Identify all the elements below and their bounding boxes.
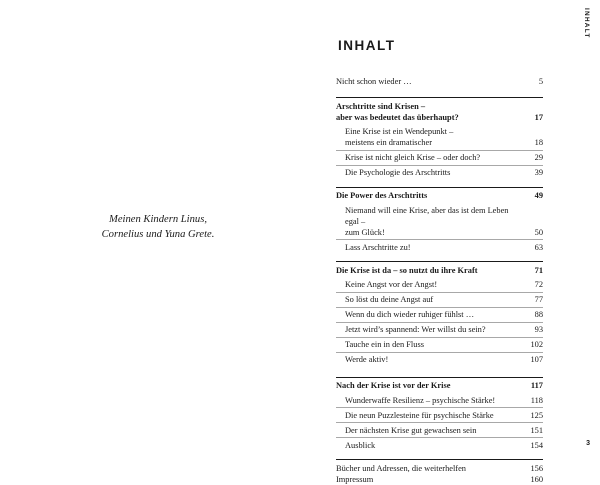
toc-subentry: [336, 150, 543, 165]
toc-subentry-line: Krise ist nicht gleich Krise – oder doch?: [345, 153, 481, 162]
toc-subentry: [336, 165, 543, 180]
toc-subentry: [336, 203, 543, 239]
toc-entry: [336, 474, 543, 485]
toc-section: [336, 187, 543, 255]
toc-subentry-page: 154: [530, 440, 543, 450]
toc-subentry-line: So löst du deine Angst auf: [345, 295, 434, 304]
toc-subentry-line: Werde aktiv!: [345, 355, 389, 364]
toc-section-heading: [336, 190, 543, 203]
toc-subentry-line: Tauche ein in den Fluss: [345, 340, 424, 349]
toc-subentry-line: Niemand will eine Krise, aber das ist dem Leben egal –: [345, 205, 509, 226]
toc-subentry-page: 72: [534, 280, 543, 289]
toc-subentry-page: 151: [530, 425, 543, 435]
dedication: [78, 212, 238, 242]
toc-section-page: 17: [534, 112, 543, 122]
toc-subentry: [336, 407, 543, 422]
toc-subentry: [336, 437, 543, 452]
toc-appendix: [336, 459, 543, 485]
toc-entry-page: 5: [538, 77, 543, 86]
toc-subentry: [336, 278, 543, 292]
toc-entry-intro: [336, 76, 543, 87]
page-number: 3: [586, 440, 590, 447]
toc-subentry-page: 102: [530, 340, 543, 349]
toc-section-title-line: aber was bedeutet das überhaupt?: [336, 112, 459, 122]
toc-subentry-page: 29: [534, 153, 543, 162]
toc-subentry-page: 50: [534, 227, 543, 237]
toc-subentry-line: Die Psychologie des Arschtritts: [345, 168, 451, 177]
toc-entry-page: 156: [530, 463, 543, 473]
toc-subentry-line: Lass Arschtritte zu!: [345, 242, 411, 252]
toc-subentry: [336, 239, 543, 254]
toc-section: [336, 97, 543, 180]
toc-subentry-line: Eine Krise ist ein Wendepunkt –: [345, 127, 454, 136]
toc-subentry-line: Wunderwaffe Resilienz – psychische Stärke!: [345, 395, 496, 405]
toc-subentry: [336, 393, 543, 407]
toc-subentry: [336, 352, 543, 367]
toc-subentry-page: 125: [530, 410, 543, 420]
toc-subentry-page: 18: [534, 138, 543, 147]
toc-section: [336, 261, 543, 367]
toc-subentry-page: 107: [530, 355, 543, 364]
toc-section-title-line: Nach der Krise ist vor der Krise: [336, 381, 451, 390]
toc-subentry-line: Jetzt wird’s spannend: Wer willst du sein?: [345, 325, 486, 334]
toc-section-heading: [336, 265, 543, 278]
toc-subentry-line: Keine Angst vor der Angst!: [345, 280, 438, 289]
toc-subentry-line: Der nächsten Krise gut gewachsen sein: [345, 425, 477, 435]
table-of-contents: [336, 76, 543, 485]
toc-subentry: [336, 422, 543, 437]
dedication-line: Meinen Kindern Linus,: [109, 214, 207, 225]
toc-subentry: [336, 337, 543, 352]
toc-subentry-page: 93: [534, 325, 543, 334]
toc-section-heading: [336, 101, 543, 125]
toc-section-page: 49: [534, 191, 543, 200]
toc-subentry: [336, 307, 543, 322]
left-page: [0, 0, 300, 467]
toc-title: INHALT: [338, 38, 396, 53]
toc-subentry-line: Wenn du dich wieder ruhiger fühlst …: [345, 310, 475, 319]
toc-subentry-page: 88: [534, 310, 543, 319]
toc-section-page: 71: [534, 265, 543, 275]
running-head: INHALT: [583, 8, 590, 39]
toc-entry-title: Bücher und Adressen, die weiterhelfen: [336, 463, 466, 473]
toc-subentry-page: 77: [534, 295, 543, 304]
toc-subentry: [336, 292, 543, 307]
toc-entry-title: Impressum: [336, 474, 374, 484]
dedication-line: Cornelius und Yuna Grete.: [101, 229, 215, 240]
toc-section-page: 117: [530, 381, 543, 390]
toc-section: [336, 377, 543, 453]
toc-subentry-line: zum Glück!: [345, 227, 385, 237]
toc-subentry-line: Die neun Puzzlesteine für psychische Stärke: [345, 410, 494, 420]
toc-subentry-page: 39: [534, 168, 543, 177]
toc-subentry: [336, 322, 543, 337]
toc-section-title-line: Arschtritte sind Krisen –: [336, 101, 426, 111]
toc-entry: [336, 463, 543, 474]
toc-section-title-line: Die Krise ist da – so nutzt du ihre Kraft: [336, 265, 478, 275]
toc-subentry-page: 63: [534, 242, 543, 252]
toc-subentry-line: Ausblick: [345, 440, 376, 450]
toc-entry-page: 160: [530, 474, 543, 484]
toc-subentry-line: meistens ein dramatischer: [345, 138, 432, 147]
toc-entry-title: Nicht schon wieder …: [336, 77, 412, 86]
toc-subentry-page: 118: [530, 395, 543, 405]
toc-subentry: [336, 125, 543, 150]
toc-section-title-line: Die Power des Arschtritts: [336, 191, 428, 200]
toc-section-heading: [336, 380, 543, 393]
